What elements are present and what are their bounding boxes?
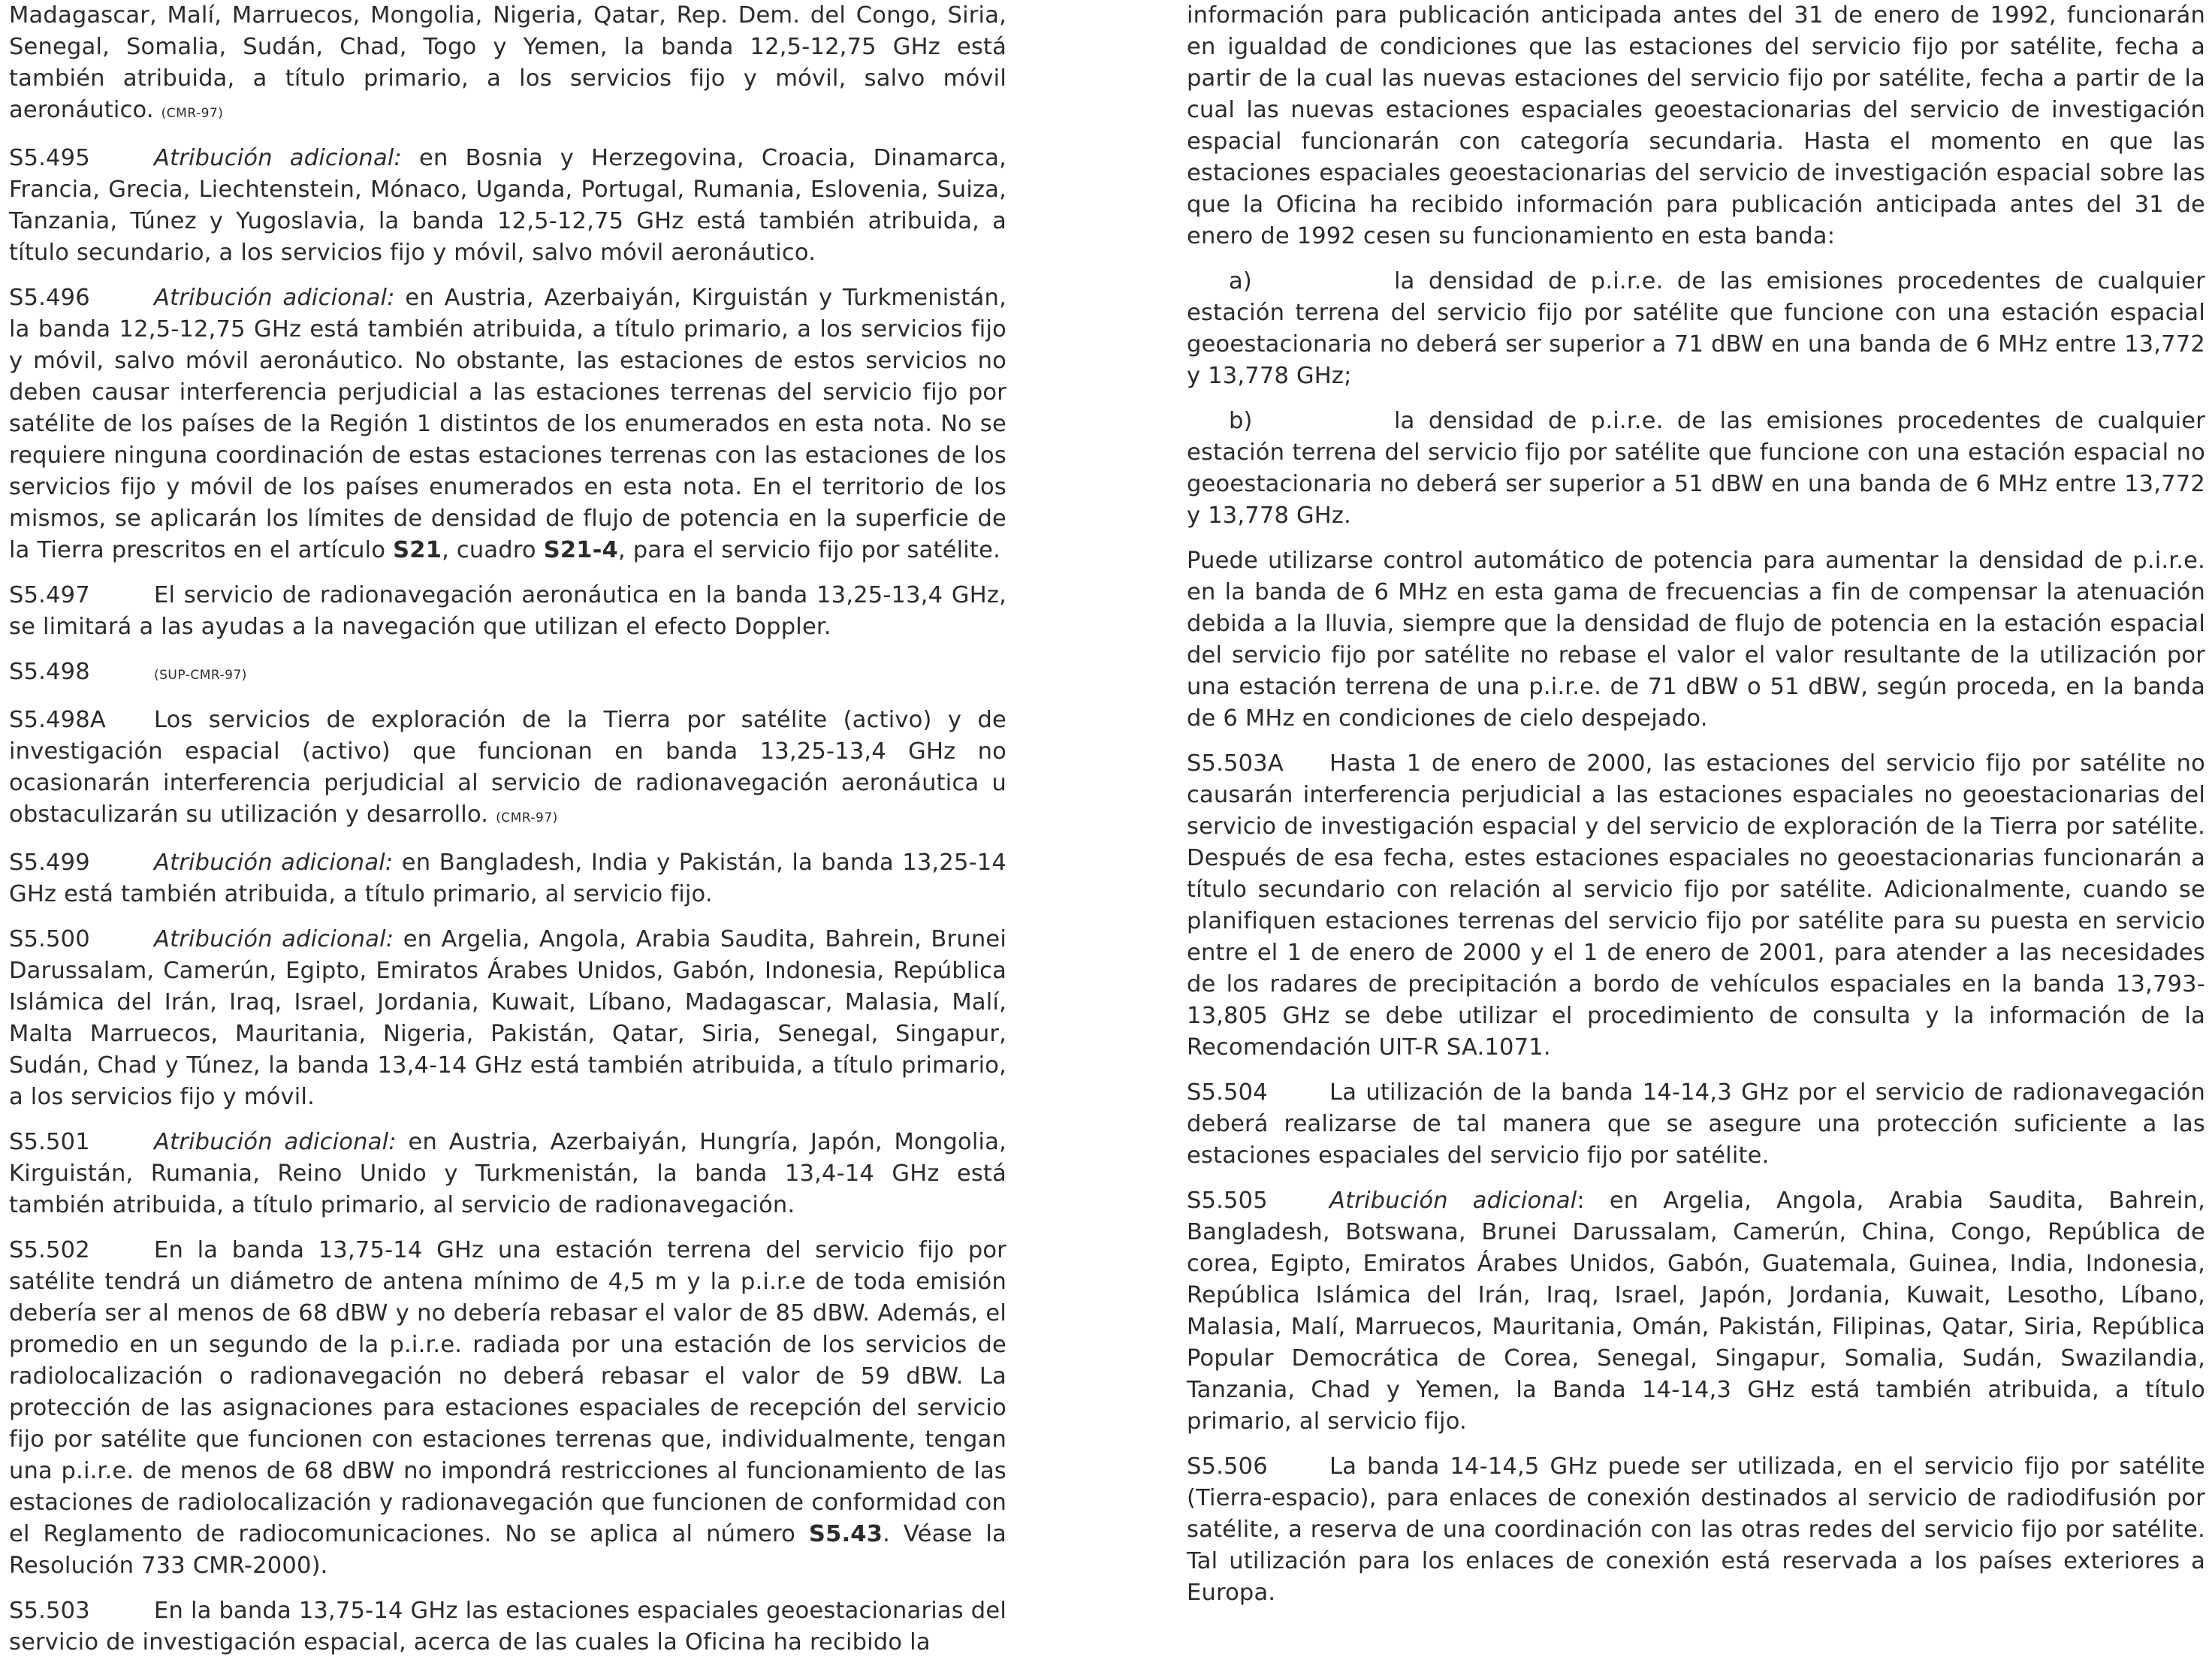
footnote-number: S5.496: [9, 285, 90, 311]
footnote-text: . Véase la Resolución 733 CMR-2000).: [9, 1521, 1006, 1579]
left-column: [9, 0, 1006, 1672]
footnote-s5-501: [9, 1127, 1006, 1221]
footnote-text: Hasta 1 de enero de 2000, las estaciones del servicio fijo por satélite no causarán interferencia perjudicial a las estaciones espaciales no geoestacionarias del servicio de investigación espacial y del servicio de exploración de la Tierra por satélite. Después de esa fecha, estes estaciones espaciales no geoestacionarias funcionarán a título secundario con relación al servicio fijo por satélite. Adicionalmente, cuando se planifiquen estaciones terrenas del servicio fijo por satélite para su puesta en servicio entre el 1 de enero de 2000 y el 1 de enero de 2001, para atender a las necesidades de los radares de precipitación a bordo de vehículos espaciales en la banda 13,793-13,805 GHz se debe utilizar el procedimiento de consulta y la información de la Recomendación UIT-R SA.1071.: [1187, 750, 2205, 1061]
sub-item-text: la densidad de p.i.r.e. de las emisiones procedentes de cualquier estación terrena del servicio fijo por satélite que funcione con una estación espacial geoestacionaria no deberá ser superior a 71 dBW en una banda de 6 MHz entre 13,772 y 13,778 GHz;: [1187, 268, 2205, 389]
footnote-text: La banda 14-14,5 GHz puede ser utilizada, en el servicio fijo por satélite (Tierra-espacio), para enlaces de conexión destinados al servicio de radiodifusión por satélite, a reserva de una coordinación con las otras redes del servicio fijo por satélite. Tal utilización para los enlaces de conexión está reservada a los países exteriores a Europa.: [1187, 1453, 2205, 1606]
footnote-text: en Austria, Azerbaiyán, Kirguistán y Turkmenistán, la banda 12,5-12,75 GHz está también atribuida, a título primario, a los servicios fijo y móvil, salvo móvil aeronáutico. No obstante, las estaciones de estos servicios no deben causar interferencia perjudicial a las estaciones terrenas del servicio fijo por satélite de los países de la Región 1 distintos de los enumerados en esta nota. No se requiere ninguna coordinación de estas estaciones terrenas con las estaciones de los servicios fijo y móvil de los países enumerados en esta nota. En el territorio de los mismos, se aplicarán los límites de densidad de flujo de potencia en la superficie de la Tierra prescritos en el artículo: [9, 285, 1006, 563]
footnote-s5-500: [9, 924, 1006, 1113]
footnote-number: S5.498: [9, 659, 90, 685]
sub-item-text: la densidad de p.i.r.e. de las emisiones procedentes de cualquier estación terrena del servicio fijo por satélite que funcione con una estación espacial no geoestacionaria no deberá ser superior a 51 dBW en una banda de 6 MHz entre 13,772 y 13,778 GHz.: [1187, 408, 2205, 529]
paragraph-continuation-top: [1187, 0, 2205, 252]
footnote-text: En la banda 13,75-14 GHz una estación terrena del servicio fijo por satélite tendrá un diámetro de antena mínimo de 4,5 m y la p.i.r.e de toda emisión debería ser al menos de 68 dBW y no debería rebasar el valor de 85 dBW. Además, el promedio en un segundo de la p.i.r.e. radiada por una estación de los servicios de radiolocalización o radionavegación no deberá rebasar el valor de 59 dBW. La protección de las asignaciones para estaciones espaciales de recepción del servicio fijo por satélite que funcionen con estaciones terrenas que, individualmente, tengan una p.i.r.e. de menos de 68 dBW no impondrá restricciones al funcionamiento de las estaciones de radiolocalización y radionavegación que funcionen de conformidad con el Reglamento de radiocomunicaciones. No se aplica al número: [9, 1237, 1006, 1547]
footnote-s5-498: [9, 656, 1006, 691]
footnote-s5-499: [9, 847, 1006, 910]
footnote-number: S5.505: [1187, 1188, 1268, 1214]
footnote-number: S5.497: [9, 582, 90, 608]
footnote-number: S5.495: [9, 145, 90, 171]
footnote-text: El servicio de radionavegación aeronáutica en la banda 13,25-13,4 GHz, se limitará a las ayudas a la navegación que utilizan el efecto Doppler.: [9, 582, 1006, 640]
number-reference: S5.43: [808, 1521, 883, 1547]
footnote-number: S5.498A: [9, 707, 106, 733]
footnote-text: , cuadro: [442, 537, 544, 563]
paragraph-text: información para publicación anticipada antes del 31 de enero de 1992, funcionarán en igualdad de condiciones que las estaciones del servicio fijo por satélite, fecha a partir de la cual las nuevas estaciones del servicio fijo por satélite, fecha a partir de la cual las nuevas estaciones espaciales geoestacionarias del servicio de investigación espacial funcionarán con categoría secundaria. Hasta el momento en que las estaciones espaciales geoestacionarias del servicio de investigación espacial sobre las que la Oficina ha recibido información para publicación anticipada antes del 31 de enero de 1992 cesen su funcionamiento en esta banda:: [1187, 2, 2205, 249]
footnote-lead: Atribución adicional:: [154, 926, 394, 952]
footnote-number: S5.503A: [1187, 750, 1284, 777]
footnote-s5-502: [9, 1235, 1006, 1582]
footnote-lead: Atribución adicional: [1329, 1188, 1577, 1214]
footnote-s5-496: [9, 282, 1006, 566]
footnote-number: S5.502: [9, 1237, 90, 1263]
sub-item-b: [1187, 406, 2205, 532]
footnote-text: en Bosnia y Herzegovina, Croacia, Dinamarca, Francia, Grecia, Liechtenstein, Mónaco, Uganda, Portugal, Rumania, Eslovenia, Suiza, Tanzania, Túnez y Yugoslavia, la banda 12,5-12,75 GHz está también atribuida, a título secundario, a los servicios fijo y móvil, salvo móvil aeronáutico.: [9, 145, 1007, 266]
article-reference: S21: [393, 537, 442, 563]
footnote-number: S5.506: [1187, 1453, 1268, 1480]
footnote-text: en Argelia, Angola, Arabia Saudita, Bahrein, Brunei Darussalam, Camerún, Egipto, Emiratos Árabes Unidos, Gabón, Indonesia, República Islámica del Irán, Iraq, Israel, Jordania, Kuwait, Líbano, Madagascar, Malasia, Malí, Malta Marruecos, Mauritania, Nigeria, Pakistán, Qatar, Siria, Senegal, Singapur, Sudán, Chad y Túnez, la banda 13,4-14 GHz está también atribuida, a título primario, a los servicios fijo y móvil.: [9, 926, 1006, 1110]
footnote-text: En la banda 13,75-14 GHz las estaciones espaciales geoestacionarias del servicio de investigación espacial, acerca de las cuales la Oficina ha recibido la: [9, 1598, 1006, 1655]
footnote-s5-506: [1187, 1451, 2205, 1609]
paragraph-text: Puede utilizarse control automático de potencia para aumentar la densidad de p.i.r.e. en la banda de 6 MHz en esta gama de frecuencias a fin de compensar la atenuación debida a la lluvia, siempre que la densidad de flujo de potencia en la estación espacial del servicio fijo por satélite no rebase el valor el valor resultante de la utilización por una estación terrena de una p.i.r.e. de 71 dBW o 51 dBW, según proceda, en la banda de 6 MHz en condiciones de cielo despejado.: [1187, 548, 2205, 732]
footnote-text: en Austria, Azerbaiyán, Hungría, Japón, Mongolia, Kirguistán, Rumania, Reino Unido y Turkmenistán, la banda 13,4-14 GHz está también atribuida, a título primario, al servicio de radionavegación.: [9, 1129, 1006, 1218]
footnote-s5-495: [9, 143, 1006, 269]
footnote-text: : en Argelia, Angola, Arabia Saudita, Bahrein, Bangladesh, Botswana, Brunei Darussalam, Camerún, China, Congo, República de corea, Egipto, Emiratos Árabes Unidos, Gabón, Guatemala, Guinea, India, Indonesia, República Islámica del Irán, Iraq, Israel, Japón, Jordania, Kuwait, Lesotho, Líbano, Malasia, Malí, Marruecos, Mauritania, Omán, Pakistán, Filipinas, Qatar, Siria, República Popular Democrática de Corea, Senegal, Singapur, Somalia, Sudán, Swazilandia, Tanzania, Chad y Yemen, la Banda 14-14,3 GHz está también atribuida, a título primario, al servicio fijo.: [1187, 1188, 2205, 1435]
footnote-lead: Atribución adicional:: [154, 850, 394, 876]
paragraph-continuation-top: [9, 0, 1006, 129]
footnote-number: S5.503: [9, 1598, 90, 1624]
revision-tag: (CMR-97): [496, 810, 558, 825]
footnote-number: S5.504: [1187, 1079, 1268, 1106]
sub-item-label: b): [1229, 408, 1253, 434]
footnote-s5-498a: [9, 705, 1006, 834]
footnote-text: en Bangladesh, India y Pakistán, la banda 13,25-14 GHz está también atribuida, a título primario, al servicio fijo.: [9, 850, 1007, 907]
paragraph-continuation: [1187, 545, 2205, 735]
footnote-number: S5.499: [9, 850, 90, 876]
footnote-lead: Atribución adicional:: [154, 145, 403, 171]
right-column: [1187, 0, 2205, 1622]
footnote-s5-503: [9, 1595, 1006, 1658]
footnote-lead: Atribución adicional:: [154, 1129, 397, 1155]
footnote-text: Los servicios de exploración de la Tierra por satélite (activo) y de investigación espacial (activo) que funcionan en banda 13,25-13,4 GHz no ocasionarán interferencia perjudicial al servicio de radionavegación aeronáutica u obstaculizarán su utilización y desarrollo.: [9, 707, 1006, 828]
table-reference: S21-4: [543, 537, 618, 563]
footnote-text: La utilización de la banda 14-14,3 GHz por el servicio de radionavegación deberá realizarse de tal manera que se asegure una protección suficiente a las estaciones espaciales del servicio fijo por satélite.: [1187, 1079, 2205, 1169]
footnote-s5-497: [9, 580, 1006, 643]
footnote-s5-504: [1187, 1077, 2205, 1172]
sub-item-label: a): [1229, 268, 1252, 294]
footnote-s5-505: [1187, 1185, 2205, 1438]
footnote-lead: Atribución adicional:: [154, 285, 395, 311]
revision-tag: (SUP-CMR-97): [154, 668, 247, 683]
sub-item-a: [1187, 266, 2205, 392]
footnote-number: S5.500: [9, 926, 90, 952]
revision-tag: (CMR-97): [161, 106, 224, 121]
footnote-s5-503a: [1187, 748, 2205, 1064]
paragraph-text: Madagascar, Malí, Marruecos, Mongolia, Nigeria, Qatar, Rep. Dem. del Congo, Siria, Senegal, Somalia, Sudán, Chad, Togo y Yemen, la banda 12,5-12,75 GHz está también atribuida, a título primario, a los servicios fijo y móvil, salvo móvil aeronáutico.: [9, 2, 1006, 123]
footnote-number: S5.501: [9, 1129, 90, 1155]
footnote-text: , para el servicio fijo por satélite.: [618, 537, 1000, 563]
